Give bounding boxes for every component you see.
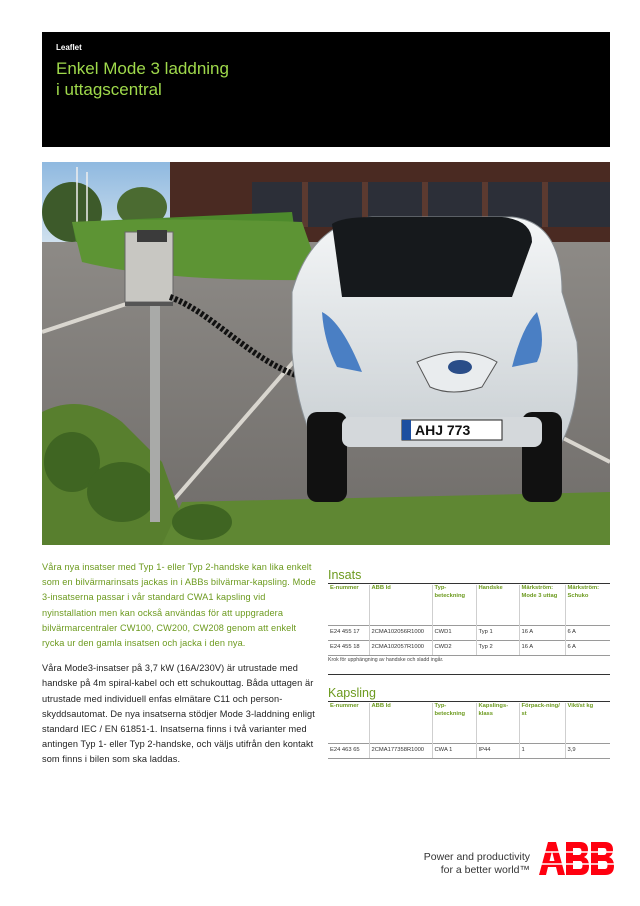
table-row (328, 626, 610, 641)
table-cell: 3,9 (565, 744, 610, 759)
table-row (328, 744, 610, 759)
insats-header: ABB Id (369, 585, 432, 626)
table-cell: CWA 1 (432, 744, 476, 759)
kapsling-header-row (328, 703, 610, 744)
kapsling-header: Förpack-ning/ st (519, 703, 565, 744)
table-cell: 2CMA102057R1000 (369, 641, 432, 656)
table-cell: 6 A (565, 641, 610, 656)
insats-rule (328, 583, 610, 584)
table-cell: Typ 2 (476, 641, 519, 656)
kapsling-title: Kapsling (328, 686, 376, 700)
kapsling-header: E-nummer (330, 703, 359, 709)
table-cell: 1 (519, 744, 565, 759)
abb-logo (538, 840, 616, 881)
title-line-2: i uttagscentral (56, 80, 162, 99)
table-cell: IP44 (476, 744, 519, 759)
kapsling-table (328, 703, 610, 759)
hero-photo (42, 162, 610, 545)
insats-header: Typ-beteckning (432, 585, 476, 626)
table-row (328, 641, 610, 656)
insats-header-row (328, 585, 610, 626)
insats-table (328, 585, 610, 656)
document-title (56, 58, 456, 100)
table-cell: CWD1 (432, 626, 476, 641)
kapsling-header: Vikt/st kg (565, 703, 610, 744)
kapsling-header: ABB Id (369, 703, 432, 744)
insats-header: Handske (476, 585, 519, 626)
intro-paragraph-2: Våra Mode3-insatser på 3,7 kW (16A/230V) är utrustade med handske på 4m spiral-kabel och ett schukouttag. Båda uttagen är utrustade med individuell enfas elmätare C11 och person-skyddsautomat. De nya insatserna stödjer Mode 3-laddning enligt standard IEC / EN 61851-1. Insatserna finns i två varianter med antingen Typ 1- eller Typ 2-handske, och väljs utifrån den kontakt som finns i bilen som ska laddas. (42, 663, 315, 765)
intro-text (42, 560, 316, 778)
table-cell: E24 455 17 (328, 626, 369, 641)
table-cell: 6 A (565, 626, 610, 641)
table-cell: 2CMA102056R1000 (369, 626, 432, 641)
kapsling-header: Typ-beteckning (432, 703, 476, 744)
insats-note: Krok för upphängning av handske och sladd ingår. (328, 657, 444, 663)
header-band (42, 32, 610, 147)
insats-header: Märkström: Schuko (565, 585, 610, 626)
table-cell: CWD2 (432, 641, 476, 656)
table-cell: E24 455 18 (328, 641, 369, 656)
kapsling-header: Kapslings-klass (476, 703, 519, 744)
tagline-line-2: for a better world™ (440, 864, 530, 876)
table-cell: 16 A (519, 641, 565, 656)
kapsling-top-rule (328, 674, 610, 675)
table-cell: 2CMA177358R1000 (369, 744, 432, 759)
insats-title: Insats (328, 568, 362, 582)
table-cell: 16 A (519, 626, 565, 641)
tagline (400, 851, 530, 877)
title-line-1: Enkel Mode 3 laddning (56, 59, 229, 78)
intro-paragraph-1: Våra nya insatser med Typ 1- eller Typ 2-handske kan lika enkelt som en bilvärmarinsats jackas in i ABBs bilvärmar-kapsling. Mode 3-insatserna passar i vår standard CWA1 kapsling vid nyinstallation men kan också användas för att uppgradera bilvärmarcentraler CW100, CW200, CW208 genom att enkelt rycka ur den gamla insatsen och jacka i den nya. (42, 562, 316, 649)
table-cell: Typ 1 (476, 626, 519, 641)
table-cell: E24 463 65 (328, 744, 369, 759)
tagline-line-1: Power and productivity (423, 851, 530, 863)
leaflet-label: Leaflet (56, 43, 82, 52)
license-plate: AHJ 773 (415, 422, 471, 438)
kapsling-rule (328, 701, 610, 702)
insats-header: Märkström: Mode 3 uttag (519, 585, 565, 626)
insats-header: E-nummer (330, 585, 359, 591)
